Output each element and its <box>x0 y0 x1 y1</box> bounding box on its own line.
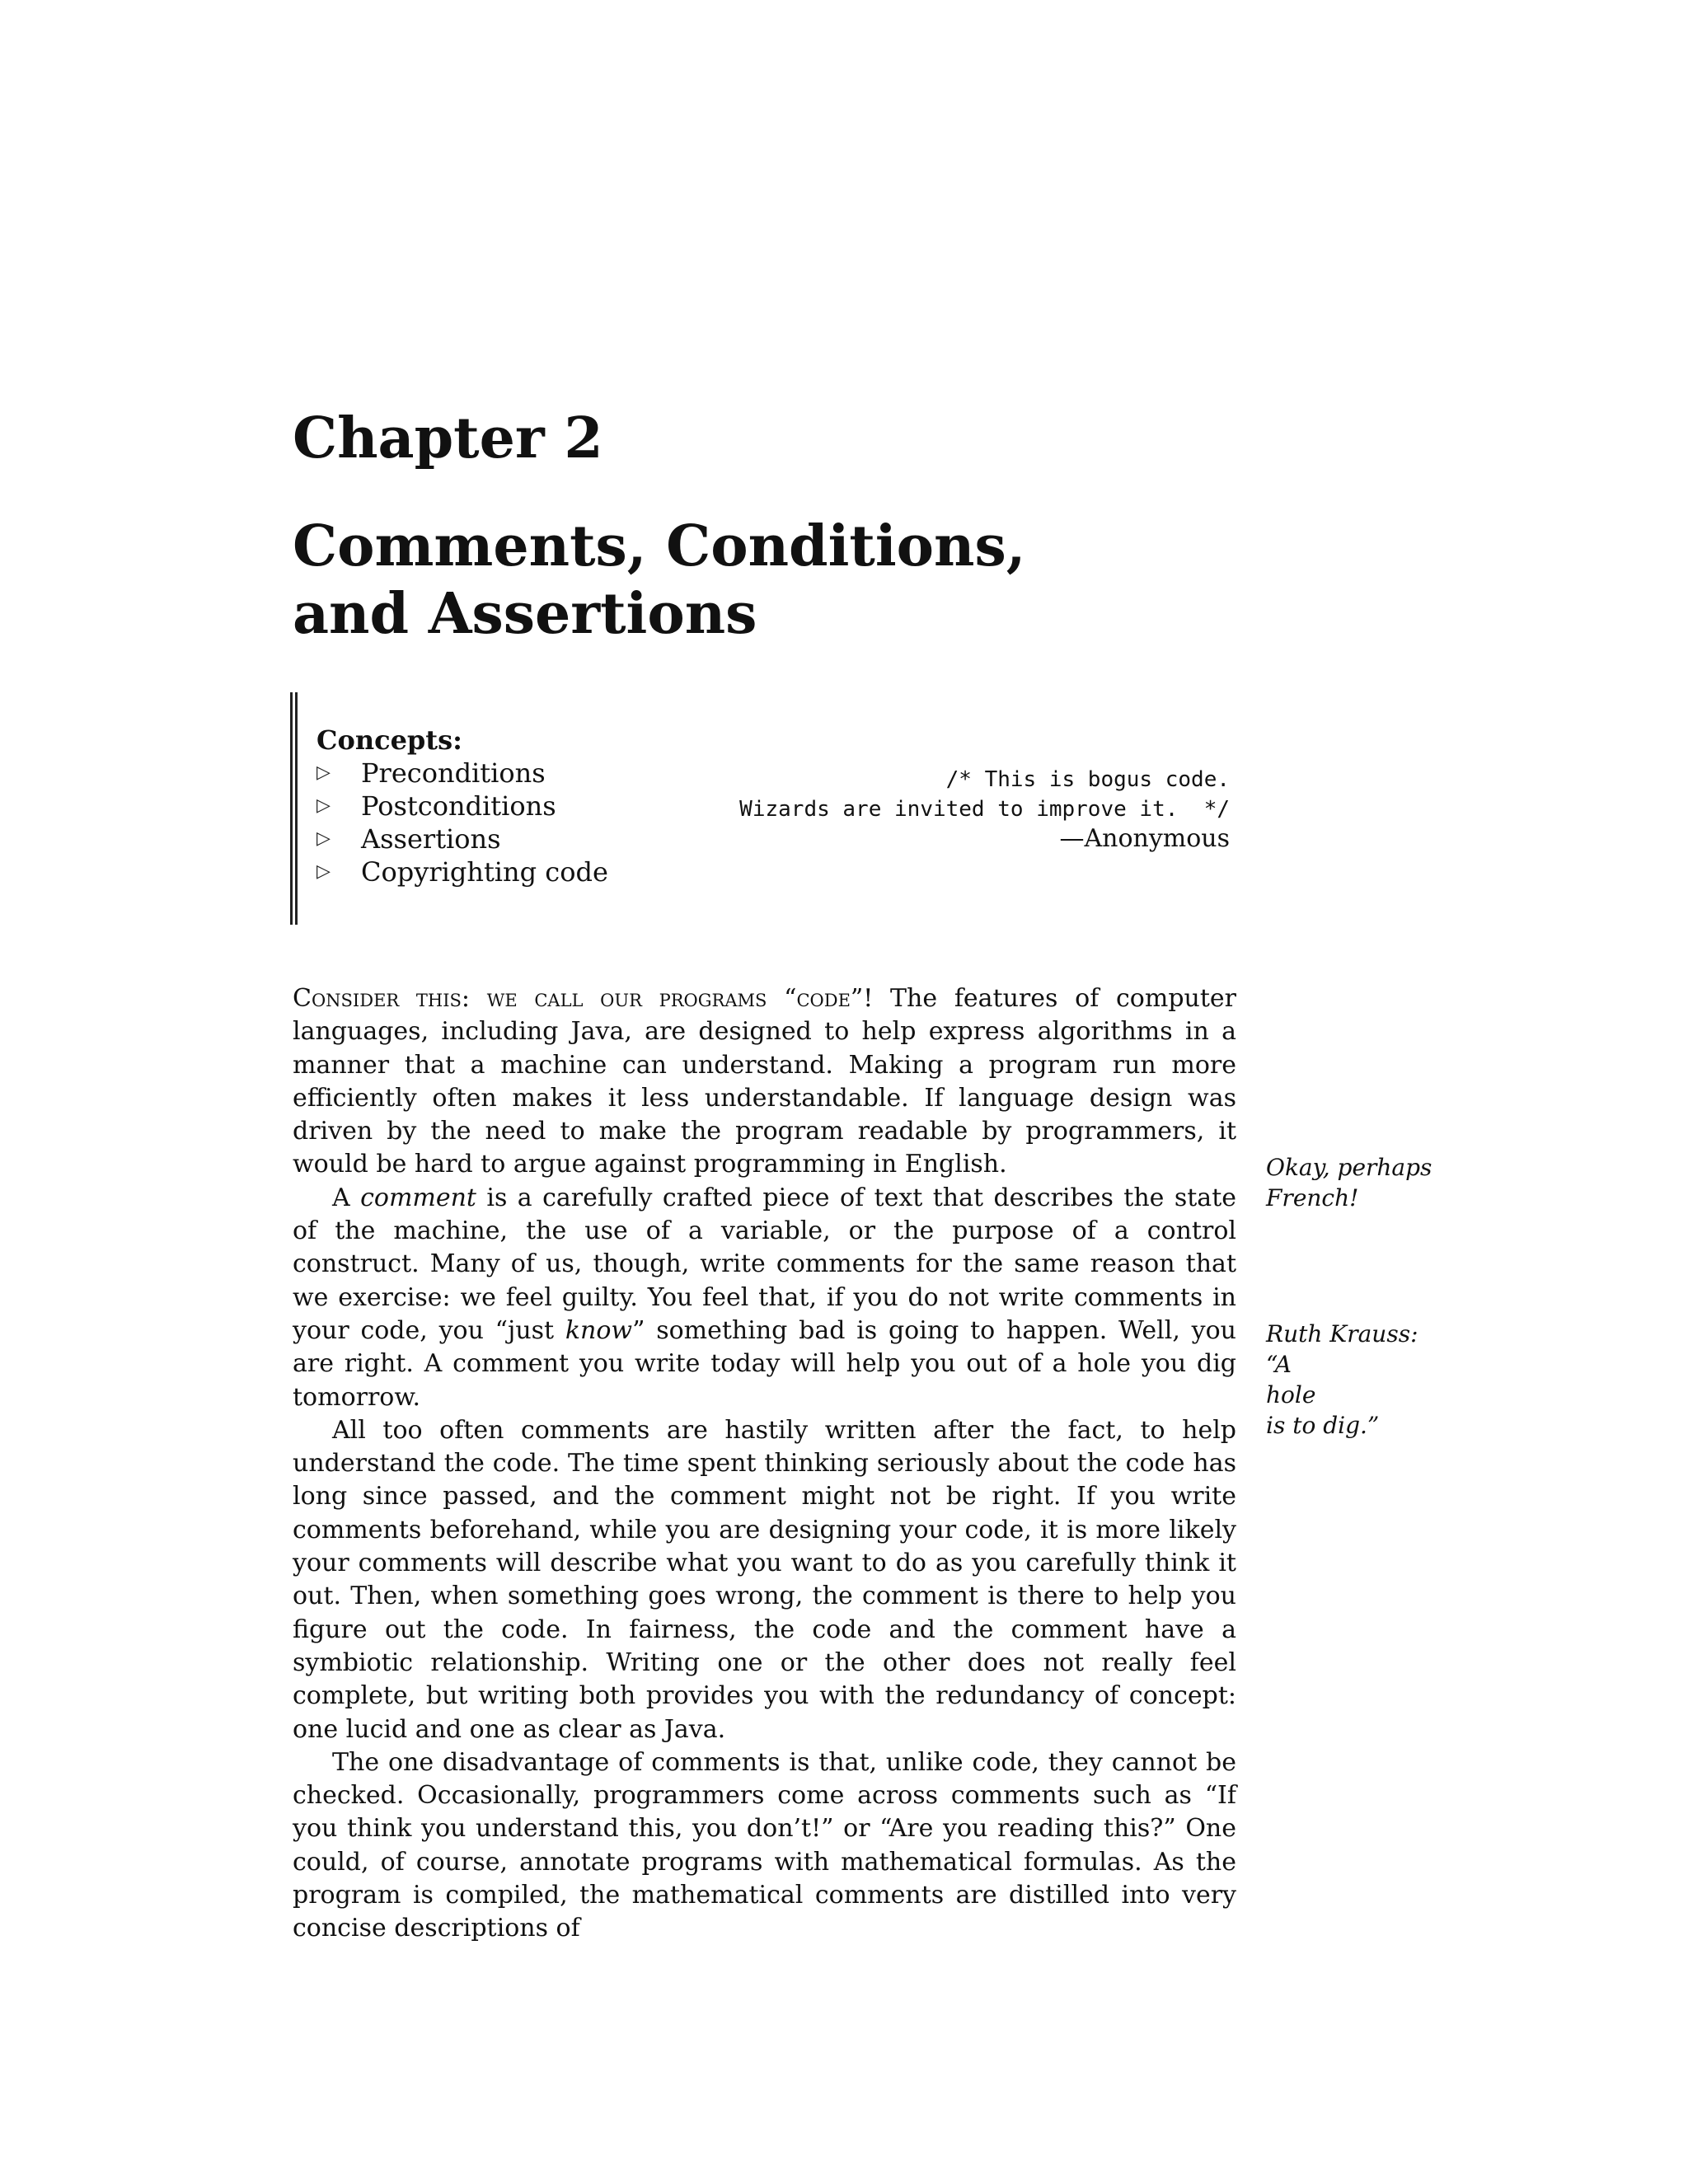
paragraph-2 <box>293 1182 1236 1414</box>
body-text <box>293 982 1236 1943</box>
epigraph-code-line-2: Wizards are invited to improve it. */ <box>739 797 1230 822</box>
paragraph-3: All too often comments are hastily written after the fact, to help understand the code. The time spent thinking seriously about the code has long since passed, and the comment might not be right. If you write comments beforehand, while you are designing your code, it is more likely your comments will describe what you want to do as you carefully think it out. Then, when something goes wrong, the comment is there to help you figure out the code. In fairness, the code and the comment have a symbiotic relationship. Writing one or the other does not really feel complete, but writing both provides you with the redundancy of concept: one lucid and one as clear as Java. <box>293 1415 1236 1744</box>
paragraph-2-text-a: A <box>332 1183 361 1212</box>
paragraph-2-text-c: ” something bad is going to happen. Well, you are right. A comment you write today will help you out of a hole you dig tomorrow. <box>293 1315 1236 1412</box>
emphasis-comment: comment <box>360 1183 476 1212</box>
margin-note-line: Okay, perhaps <box>1266 1154 1432 1181</box>
paragraph-4: The one disadvantage of comments is that, unlike code, they cannot be checked. Occasionally, programmers come across comments such as “If you think you understand this, you don’t!” or “Are you reading this?” One could, of course, annotate programs with mathematical formulas. As the program is compiled, the mathematical comments are distilled into very concise descriptions of <box>293 1747 1236 1943</box>
triangle-bullet-icon: ▷ <box>316 828 331 849</box>
concept-label: Copyrighting code <box>361 856 608 888</box>
concept-label: Preconditions <box>361 757 546 789</box>
chapter-title <box>293 513 1025 648</box>
margin-note-french <box>1266 1152 1447 1213</box>
emphasis-know: know <box>565 1315 633 1345</box>
chapter-label: Chapter 2 <box>293 405 603 471</box>
concept-label: Postconditions <box>361 790 556 822</box>
triangle-bullet-icon: ▷ <box>316 861 331 882</box>
margin-note-line: French! <box>1266 1184 1359 1212</box>
margin-note-line: hole <box>1266 1381 1316 1408</box>
concepts-heading: Concepts: <box>316 724 462 756</box>
concept-label: Assertions <box>361 823 501 855</box>
margin-note-line: is to dig.” <box>1266 1412 1380 1439</box>
triangle-bullet-icon: ▷ <box>316 795 331 816</box>
triangle-bullet-icon: ▷ <box>316 762 331 783</box>
paragraph-lead-in: Consider this: we call our programs “code”! <box>293 984 874 1013</box>
margin-note-krauss <box>1266 1319 1447 1441</box>
chapter-title-line-1: Comments, Conditions, <box>293 513 1026 579</box>
margin-note-line: Ruth Krauss: “A <box>1266 1320 1418 1378</box>
epigraph <box>739 765 1230 854</box>
paragraph-1-text: The features of computer languages, including Java, are designed to help express algorithms in a manner that a machine can understand. Making a program run more efficiently often makes it less understandable. If language design was driven by the need to make the program readable by programmers, it would be hard to argue against programming in English. <box>293 984 1236 1179</box>
paragraph-2-text-b: is a carefully crafted piece of text that describes the state of the machine, the use of a variable, or the purpose of a control construct. Many of us, though, write comments for the same reason that we exercise: we feel guilty. You feel that, if you do not write comments in your code, you “just <box>293 1183 1236 1345</box>
paragraph-1 <box>293 982 1236 1182</box>
epigraph-attribution: —Anonymous <box>1059 824 1230 853</box>
box-rule-inner <box>295 692 298 925</box>
chapter-title-line-2: and Assertions <box>293 581 757 647</box>
concepts-box <box>290 692 1238 925</box>
epigraph-code-line-1: /* This is bogus code. <box>945 767 1230 792</box>
box-rule-outer <box>290 692 293 925</box>
